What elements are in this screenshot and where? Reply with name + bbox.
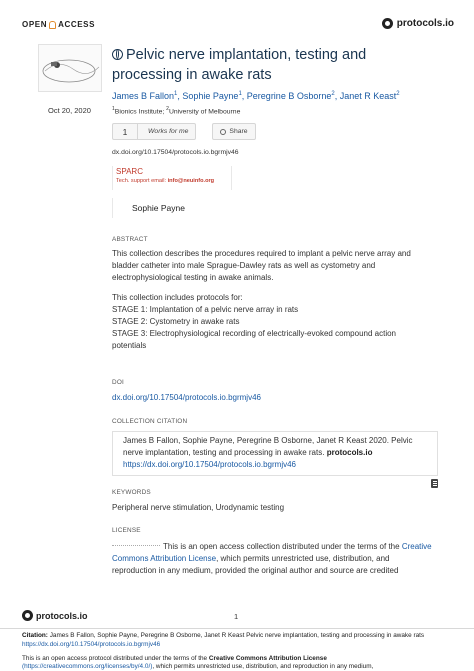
protocols-io-icon [382,18,393,29]
author-link[interactable]: James B Fallon [112,91,175,101]
author-link[interactable]: Peregrine B Osborne [246,91,332,101]
abstract-stage: STAGE 2: Cystometry in awake rats [112,317,240,326]
affiliation-name: University of Melbourne [168,108,241,116]
footer-citation-text: James B Fallon, Sophie Payne, Peregrine B Osborne, Janet R Keast Pelvic nerve implantation, testing and processing in awake rats [49,632,425,639]
works-for-me-button[interactable] [112,123,196,140]
thumbnail-image [39,45,102,92]
protocols-io-icon [22,610,33,621]
doi-label: DOI [112,379,124,386]
license-label: LICENSE [112,527,141,534]
title-text: Pelvic nerve implantation, testing and processing in awake rats [112,47,367,83]
license-link[interactable]: Creative Commons Attribution License [112,542,432,563]
footer-license-url[interactable]: (https://creativecommons.org/licenses/by/4.0/) [22,663,153,670]
protocols-io-logo[interactable] [382,18,454,29]
download-pdf-icon[interactable] [431,479,438,488]
author-affiliation-marker: 2 [396,91,400,97]
affiliation-name: Bionics Institute [114,108,163,116]
share-label: Share [229,128,248,135]
author-affiliation-marker: 1 [238,91,242,97]
works-label: Works for me [148,128,189,135]
footer-divider [0,628,474,629]
public-globe-icon [112,49,123,60]
footer-license-link[interactable]: Creative Commons Attribution License [208,655,327,662]
author-list: James B Fallon$^1$, Sophie Payne$^1$, Peregrine B Osborne$^2$, Janet R Keast$^2$ [112,91,400,101]
page-title [112,45,432,85]
footer-license-text: This is an open access protocol distributed under the terms of the [22,655,208,662]
affiliation-marker: 1 [112,106,115,112]
keywords-value: Peripheral nerve stimulation, Urodynamic testing [112,503,285,512]
share-button[interactable] [212,123,256,140]
works-count: 1 [113,124,138,139]
affiliations: $^1$Bionics Institute; $^2$University of Melbourne [112,106,241,116]
author-link[interactable]: Sophie Payne [182,91,239,101]
contact-divider [112,198,125,218]
citation-brand: protocols.io [326,448,373,457]
protocol-thumbnail [38,44,102,92]
abstract-body [112,248,432,352]
doi-link[interactable]: dx.doi.org/10.17504/protocols.io.bgrmjv46 [112,393,261,402]
footer-logo[interactable] [22,610,88,621]
open-access-prefix: OPEN [22,20,48,29]
abstract-paragraph: This collection describes the procedures required to implant a pelvic nerve array and bladder catheter into male Sprague-Dawley rats as well as cystometry and electrophysiological testing in awake animals. [112,249,411,282]
group-support [116,177,231,185]
footer-license-tail: , which permits unrestricted use, distribution, and reproduction in any medium, [152,663,374,670]
abstract-stage: STAGE 1: Implantation of a pelvic nerve array in rats [112,305,299,314]
abstract-label: ABSTRACT [112,236,148,243]
open-lock-icon [49,21,56,29]
support-prefix: Tech. support email: [116,178,167,184]
brand-name: protocols.io [396,18,454,29]
keywords-label: KEYWORDS [112,489,151,496]
contact-name[interactable]: Sophie Payne [132,203,185,213]
open-access-suffix: ACCESS [58,20,96,29]
share-icon [220,129,226,135]
affiliation-marker: 2 [166,106,169,112]
license-text-2: , which permits unrestricted use, distribution, and reproduction in any medium, provided the original author and source are credited [112,554,399,575]
open-access-logo [22,20,95,29]
author-link[interactable]: Janet R Keast [339,91,397,101]
footer-citation-url[interactable]: https://dx.doi.org/10.17504/protocols.io.bgrmjv46 [22,640,161,648]
footer-citation-label: Citation: [22,632,48,639]
group-card[interactable] [112,166,232,190]
doi-short: dx.doi.org/10.17504/protocols.io.bgrmjv46 [112,149,239,156]
footer-citation [22,632,454,649]
citation-text: James B Fallon, Sophie Payne, Peregrine B Osborne, Janet R Keast 2020. Pelvic nerve implantation, testing and processing in awake rats. [123,436,413,457]
citation-label: COLLECTION CITATION [112,418,188,425]
license-text-1: This is an open access collection distributed under the terms of the [163,542,400,551]
footer-brand-name: protocols.io [36,610,88,621]
license-text [112,541,432,577]
group-name: SPARC [116,167,143,176]
author-affiliation-marker: 1 [174,91,178,97]
author-affiliation-marker: 2 [331,91,335,97]
page-number: 1 [234,612,239,621]
citation-url[interactable]: https://dx.doi.org/10.17504/protocols.io.bgrmjv46 [123,460,296,469]
footer-license [22,655,462,671]
support-email[interactable]: info@neuinfo.org [167,178,215,184]
abstract-stage: STAGE 3: Electrophysiological recording of electrically-evoked compound action potentials [112,329,396,350]
citation-box [112,431,438,476]
abstract-intro: This collection includes protocols for: [112,293,243,302]
publication-date: Oct 20, 2020 [48,106,91,115]
